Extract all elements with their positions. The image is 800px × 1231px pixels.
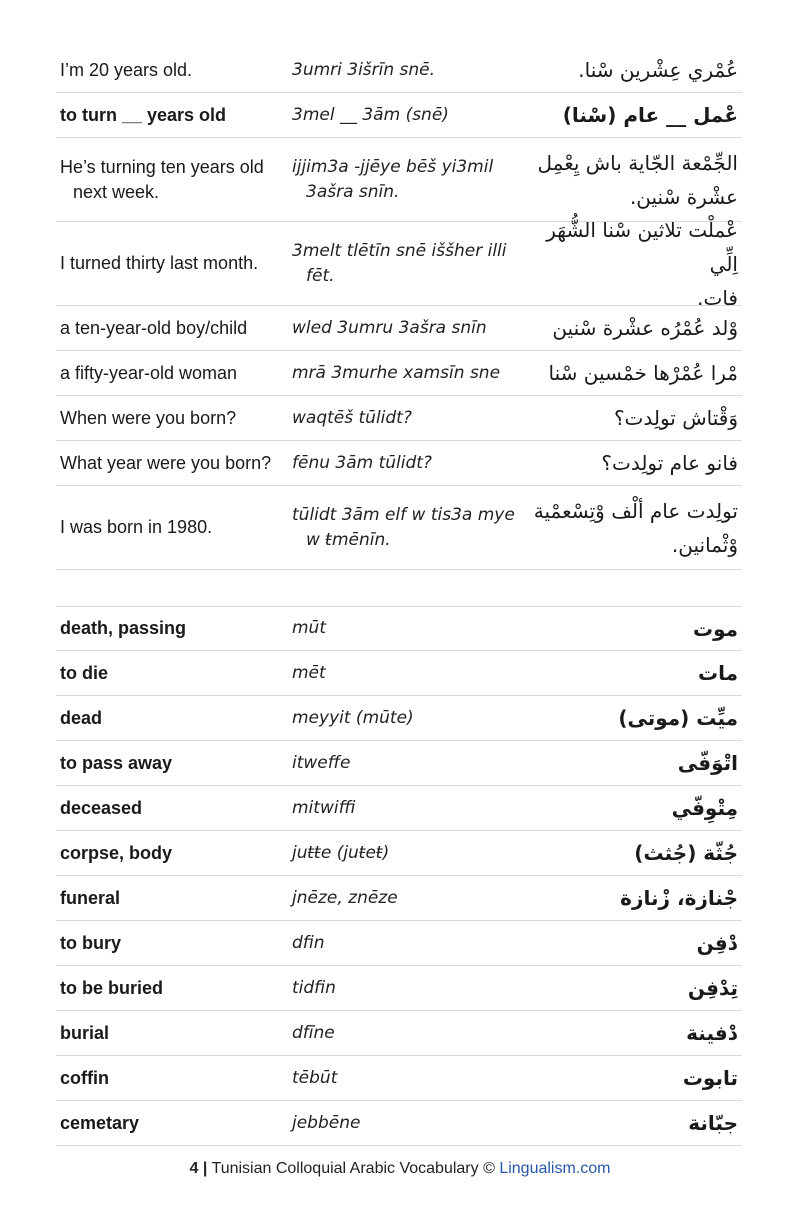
english-cell: I was born in 1980. <box>60 517 213 537</box>
arabic-cell: جْنازة، زْنازة <box>620 886 738 910</box>
transliteration-line: fēt. <box>306 265 335 286</box>
table-row <box>56 1011 742 1056</box>
arabic-cell: عُمْري عِشْرين سْنا. <box>578 58 738 82</box>
transliteration-line: tūlidt 3ām elf w tis3a mye <box>292 504 515 525</box>
arabic-cell: تابوت <box>682 1066 738 1090</box>
transliteration-cell: dfin <box>292 932 325 953</box>
table-row <box>56 1056 742 1101</box>
arabic-cell: جبّانة <box>688 1111 738 1135</box>
english-cell: a ten-year-old boy/child <box>60 317 248 338</box>
transliteration-cell: dfīne <box>292 1022 335 1043</box>
table-row <box>56 138 742 222</box>
arabic-cell: اتْوَفّى <box>677 751 738 775</box>
transliteration-cell: mitwiffi <box>292 797 356 818</box>
arabic-line: عشْرة سْنين. <box>629 184 738 209</box>
death-vocabulary-table <box>56 606 742 1146</box>
arabic-cell <box>522 213 742 315</box>
english-cell: I’m 20 years old. <box>60 59 193 80</box>
table-row <box>56 48 742 93</box>
transliteration-cell: mūt <box>292 618 326 638</box>
arabic-cell: تِدْفِن <box>687 976 738 1000</box>
arabic-cell: مِتْوِفّي <box>671 796 738 820</box>
page-footer <box>0 1160 800 1178</box>
transliteration-cell: fēnu 3ām tūlidt? <box>292 452 432 473</box>
transliteration-cell: 3umri 3išrīn snē. <box>292 59 436 80</box>
age-phrases-table <box>56 48 742 570</box>
arabic-cell <box>522 146 742 214</box>
table-row <box>56 93 742 138</box>
transliteration-cell <box>292 503 522 553</box>
transliteration-line: ijjim3a -jjēye bēš yi3mil <box>292 156 494 177</box>
english-cell: coffin <box>60 1067 109 1088</box>
transliteration-cell: jebbēne <box>292 1112 361 1133</box>
english-cell: What year were you born? <box>60 452 272 473</box>
table-row <box>56 486 742 570</box>
arabic-cell: دْفِن <box>696 931 738 955</box>
transliteration-cell: 3mel __ 3ām (snē) <box>292 104 449 125</box>
english-cell: cemetary <box>60 1112 140 1133</box>
arabic-cell: موت <box>692 616 738 641</box>
transliteration-cell: meyyit (mūte) <box>292 707 414 728</box>
transliteration-cell: mēt <box>292 662 326 683</box>
transliteration-cell: tēbūt <box>292 1067 338 1088</box>
arabic-cell: وْلد عُمْرُه عشْرة سْنين <box>552 316 738 340</box>
english-cell: corpse, body <box>60 842 173 863</box>
table-row <box>56 921 742 966</box>
english-cell: funeral <box>60 887 121 908</box>
table-row <box>56 741 742 786</box>
english-cell: When were you born? <box>60 407 237 428</box>
table-row <box>56 831 742 876</box>
transliteration-cell: waqtēš tūlidt? <box>292 407 412 428</box>
english-line: next week. <box>73 181 160 202</box>
arabic-cell: مْرا عُمْرْها خمْسين سْنا <box>548 361 738 385</box>
arabic-cell <box>522 494 742 562</box>
table-row <box>56 306 742 351</box>
table-row <box>56 651 742 696</box>
arabic-cell: فانو عام تولِدت؟ <box>601 451 738 475</box>
transliteration-cell <box>292 239 522 289</box>
arabic-line: فات. <box>697 285 738 310</box>
table-row <box>56 966 742 1011</box>
table-row <box>56 876 742 921</box>
footer-separator: | <box>202 1160 208 1177</box>
english-cell: to die <box>60 662 108 683</box>
english-cell: a fifty-year-old woman <box>60 362 238 383</box>
transliteration-line: 3melt tlētīn snē iššher illi <box>292 240 507 261</box>
arabic-cell: عْمل __ عام (سْنا) <box>562 103 738 127</box>
arabic-line: تولِدت عام ألْف وْتِسْعمْية <box>533 498 738 523</box>
arabic-cell: مات <box>698 661 738 685</box>
table-row <box>56 441 742 486</box>
arabic-line: عْملْت تلاثين سْنا الشُّهَر اِلِّي <box>546 217 738 276</box>
english-cell: to bury <box>60 932 121 953</box>
english-cell: to turn __ years old <box>60 104 227 125</box>
table-row <box>56 1101 742 1146</box>
table-row <box>56 351 742 396</box>
page-number: 4 <box>189 1160 199 1177</box>
arabic-cell: وَقْتاش تولِدت؟ <box>613 406 738 430</box>
transliteration-cell: jnēze, znēze <box>292 887 398 908</box>
english-cell: burial <box>60 1022 110 1043</box>
transliteration-cell: wled 3umru 3ašra snīn <box>292 317 487 338</box>
english-cell: deceased <box>60 797 143 818</box>
table-row <box>56 217 742 310</box>
table-row <box>56 606 742 651</box>
arabic-cell: جُثّة (جُثث) <box>634 841 738 865</box>
transliteration-cell: itweffe <box>292 752 351 773</box>
table-row <box>56 696 742 741</box>
english-cell: to be buried <box>60 977 163 998</box>
english-cell: I turned thirty last month. <box>60 253 259 273</box>
transliteration-cell: mrā 3murhe xamsīn sne <box>292 362 501 383</box>
arabic-line: وْثْمانين. <box>671 532 738 557</box>
arabic-cell: دْفينة <box>686 1021 738 1045</box>
transliteration-cell <box>292 155 522 205</box>
table-row <box>56 396 742 441</box>
english-cell: to pass away <box>60 752 173 773</box>
transliteration-line: w ŧmēnīn. <box>306 529 391 550</box>
arabic-line: الجِّمْعة الجّاية باش يِعْمِل <box>537 150 738 175</box>
english-cell: dead <box>60 707 103 728</box>
transliteration-cell: juŧŧe (juŧeŧ) <box>292 842 390 863</box>
english-cell: death, passing <box>60 618 187 638</box>
book-title: Tunisian Colloquial Arabic Vocabulary © <box>211 1160 495 1177</box>
publisher-link[interactable]: Lingualism.com <box>499 1160 611 1177</box>
table-row <box>56 786 742 831</box>
arabic-cell: ميِّت (موتى) <box>618 706 738 730</box>
english-line: He’s turning ten years old <box>60 156 264 177</box>
transliteration-line: 3ašra snīn. <box>306 181 400 202</box>
english-cell <box>56 155 292 205</box>
transliteration-cell: tidfin <box>292 977 336 998</box>
